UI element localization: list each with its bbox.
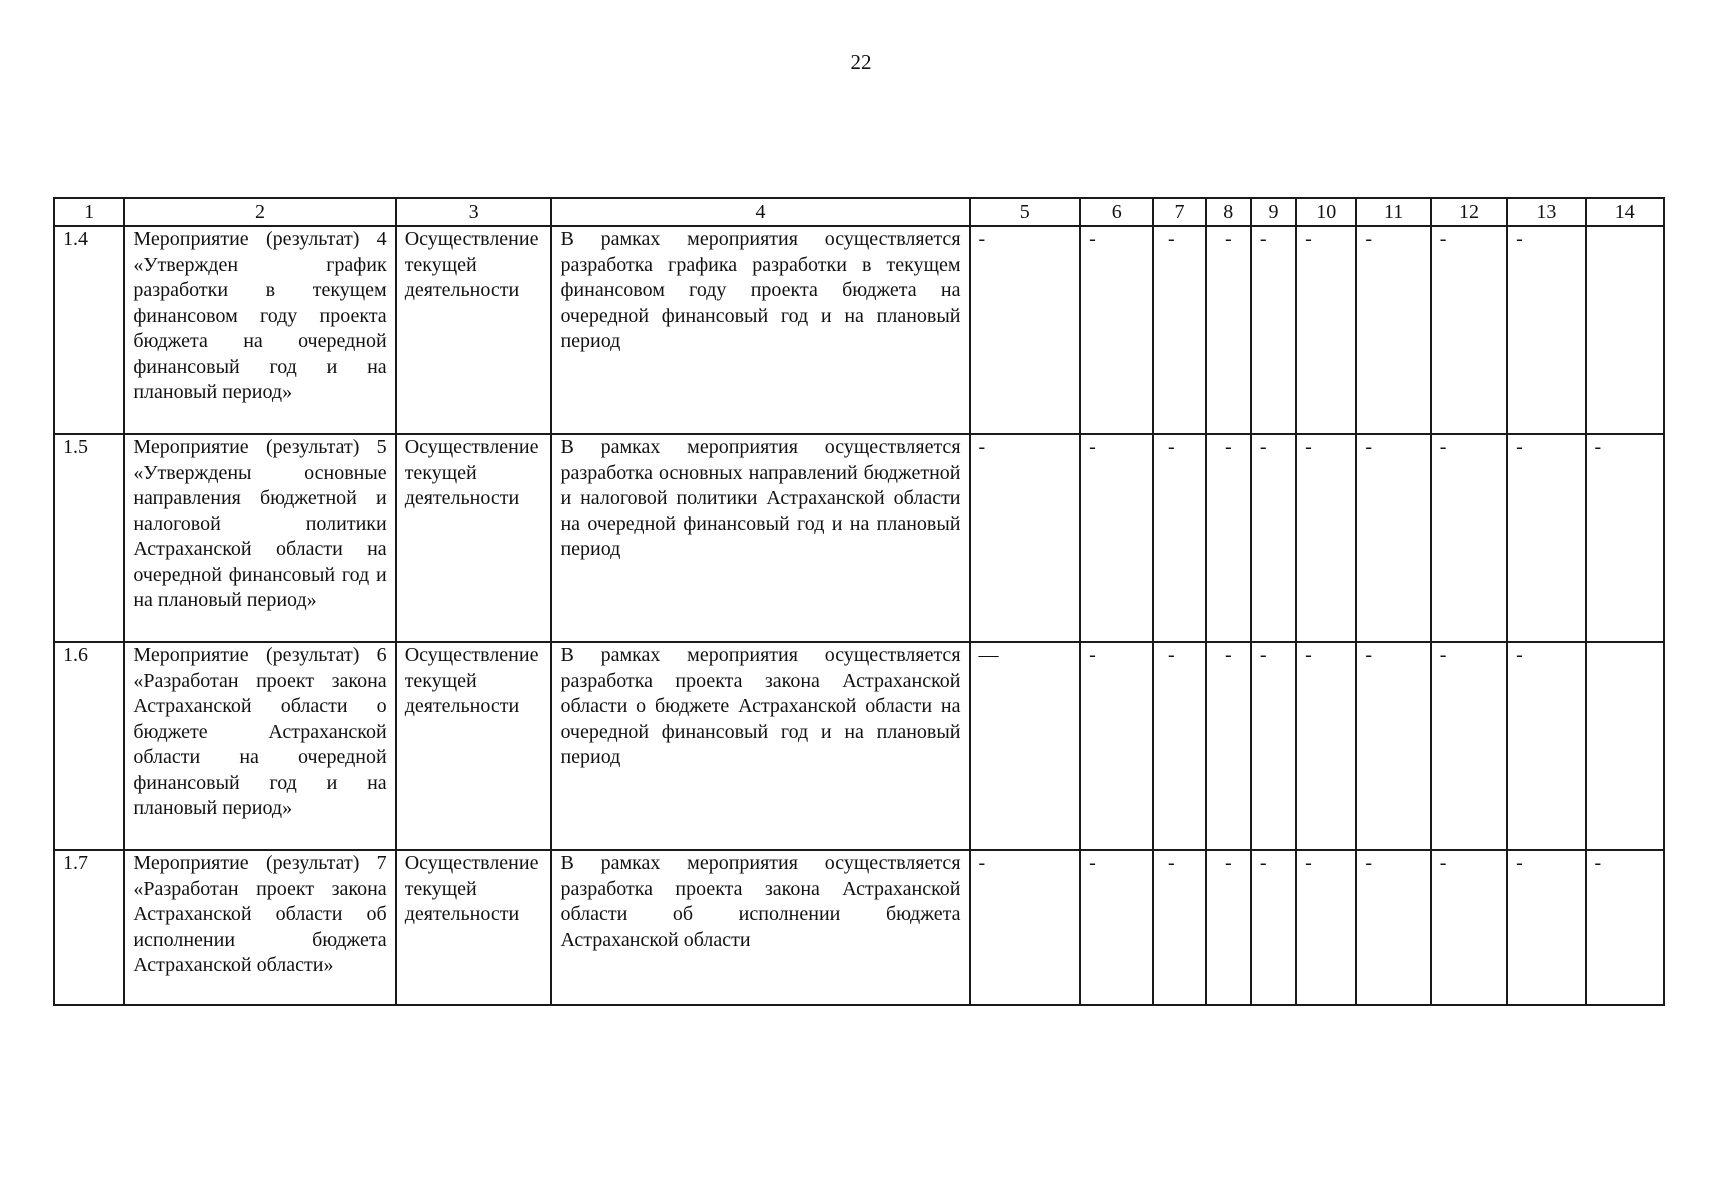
measure-name: Мероприятие (результат) 5 «Утверждены основные направления бюджетной и налоговой политики Астраханской области на очередной финансовый год и на плановый период» (124, 434, 395, 642)
value-cell: - (970, 226, 1081, 434)
value-cell: - (1507, 850, 1585, 1005)
measure-name: Мероприятие (результат) 7 «Разработан проект закона Астраханской области об исполнении бюджета Астраханской области» (124, 850, 395, 1005)
value-cell: - (970, 850, 1081, 1005)
column-header: 3 (396, 198, 552, 226)
value-cell: - (1251, 434, 1296, 642)
column-header: 1 (54, 198, 124, 226)
value-cell: - (1356, 434, 1430, 642)
measure-name: Мероприятие (результат) 4 «Утвержден график разработки в текущем финансовом году проекта бюджета на очередной финансовый год и на плановый период» (124, 226, 395, 434)
value-cell: - (1206, 850, 1251, 1005)
value-cell: - (1080, 642, 1153, 850)
column-header: 5 (970, 198, 1081, 226)
value-cell: - (1080, 226, 1153, 434)
value-cell: - (1251, 642, 1296, 850)
value-cell: - (1356, 642, 1430, 850)
value-cell: - (1431, 434, 1507, 642)
measure-description: В рамках мероприятия осуществляется разработка графика разработки в текущем финансовом году проекта бюджета на очередной финансовый год и на плановый период (551, 226, 969, 434)
measure-type: Осуществление текущей деятельности (396, 434, 552, 642)
table-row (54, 226, 1664, 434)
page-number: 22 (850, 50, 872, 74)
measure-description: В рамках мероприятия осуществляется разработка проекта закона Астраханской области об исполнении бюджета Астраханской области (551, 850, 969, 1005)
column-header: 4 (551, 198, 969, 226)
row-number: 1.6 (54, 642, 124, 850)
column-header: 7 (1153, 198, 1205, 226)
column-header: 12 (1431, 198, 1507, 226)
value-cell: - (1431, 850, 1507, 1005)
value-cell: - (1206, 434, 1251, 642)
value-cell: - (1153, 434, 1205, 642)
value-cell: — (970, 642, 1081, 850)
value-cell: - (1251, 850, 1296, 1005)
header-row (54, 198, 1664, 226)
measures-table (53, 197, 1665, 1006)
column-header: 13 (1507, 198, 1585, 226)
value-cell: - (1356, 850, 1430, 1005)
column-header: 10 (1296, 198, 1356, 226)
measure-type: Осуществление текущей деятельности (396, 642, 552, 850)
value-cell: - (1296, 434, 1356, 642)
row-number: 1.4 (54, 226, 124, 434)
value-cell: - (1431, 642, 1507, 850)
measure-name: Мероприятие (результат) 6 «Разработан проект закона Астраханской области о бюджете Астраханской области на очередной финансовый год и на плановый период» (124, 642, 395, 850)
value-cell: - (1296, 850, 1356, 1005)
value-cell: - (1431, 226, 1507, 434)
column-header: 8 (1206, 198, 1251, 226)
value-cell (1586, 642, 1664, 850)
value-cell: - (1296, 642, 1356, 850)
value-cell: - (1507, 434, 1585, 642)
value-cell (1586, 226, 1664, 434)
value-cell: - (1153, 226, 1205, 434)
column-header: 9 (1251, 198, 1296, 226)
value-cell: - (1080, 850, 1153, 1005)
table-row (54, 850, 1664, 1005)
value-cell: - (1251, 226, 1296, 434)
measure-type: Осуществление текущей деятельности (396, 226, 552, 434)
value-cell: - (970, 434, 1081, 642)
column-header: 14 (1586, 198, 1664, 226)
column-header: 6 (1080, 198, 1153, 226)
value-cell: - (1153, 642, 1205, 850)
table-row (54, 642, 1664, 850)
table-row (54, 434, 1664, 642)
value-cell: - (1153, 850, 1205, 1005)
value-cell: - (1507, 226, 1585, 434)
measure-type: Осуществление текущей деятельности (396, 850, 552, 1005)
value-cell: - (1586, 850, 1664, 1005)
column-header: 11 (1356, 198, 1430, 226)
value-cell: - (1206, 642, 1251, 850)
column-header: 2 (124, 198, 395, 226)
measure-description: В рамках мероприятия осуществляется разработка основных направлений бюджетной и налоговой политики Астраханской области на очередной финансовый год и на плановый период (551, 434, 969, 642)
value-cell: - (1356, 226, 1430, 434)
value-cell: - (1206, 226, 1251, 434)
measure-description: В рамках мероприятия осуществляется разработка проекта закона Астраханской области о бюджете Астраханской области на очередной финансовый год и на плановый период (551, 642, 969, 850)
row-number: 1.5 (54, 434, 124, 642)
value-cell: - (1296, 226, 1356, 434)
value-cell: - (1586, 434, 1664, 642)
row-number: 1.7 (54, 850, 124, 1005)
value-cell: - (1507, 642, 1585, 850)
value-cell: - (1080, 434, 1153, 642)
